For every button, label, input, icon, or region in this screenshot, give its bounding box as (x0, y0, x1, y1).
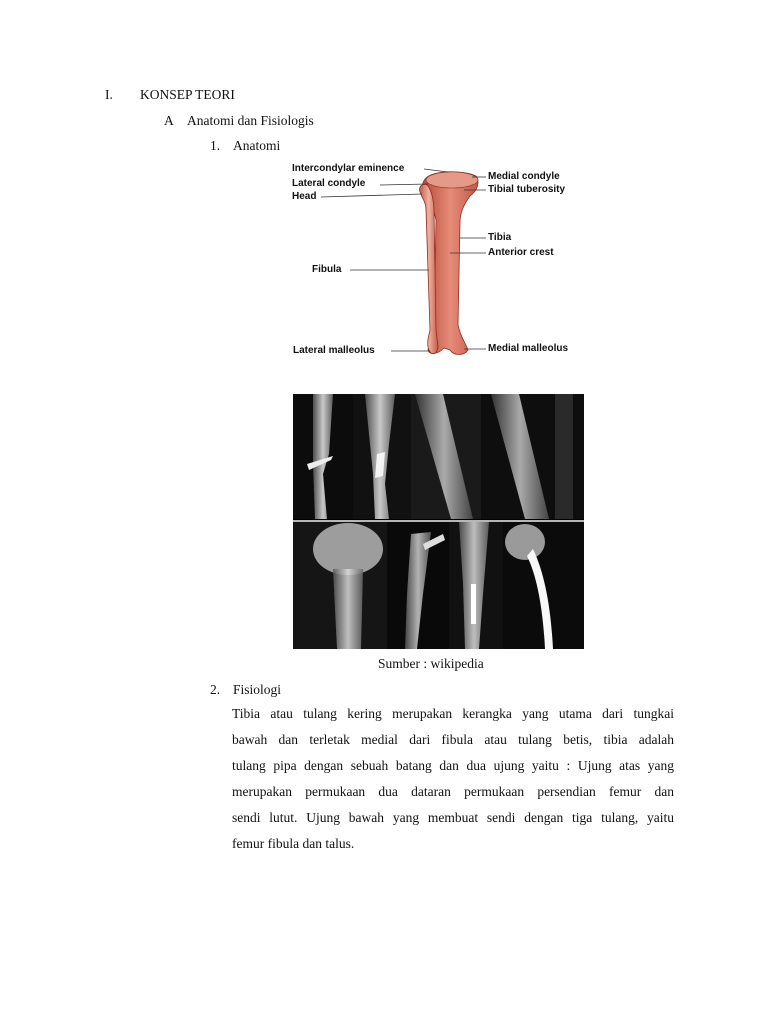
item2-number: 2. (210, 682, 221, 697)
xray-panel-3 (411, 394, 481, 519)
leader-head (321, 194, 422, 197)
leader-intercondylar (424, 169, 448, 172)
condyle-cap (426, 172, 478, 188)
xray-panel-6 (387, 522, 449, 649)
paragraph-line: Tibia atau tulang kering merupakan kerangka yang utama dari tungkai (232, 706, 674, 721)
label-lateral-malleolus: Lateral malleolus (293, 345, 375, 356)
item2-title: Fisiologi (233, 682, 282, 697)
label-medial-condyle: Medial condyle (488, 171, 560, 182)
xray-panel-2 (353, 394, 411, 519)
label-head: Head (292, 191, 317, 202)
figure-caption: Sumber : wikipedia (378, 656, 484, 671)
heading-number: I. (105, 87, 113, 102)
paragraph-line: merupakan permukaan dua dataran permukaan persendian femur dan (232, 784, 674, 799)
paragraph-line: bawah dan terletak medial dari fibula atau tulang betis, tibia adalah (232, 732, 674, 747)
xray-panel-5 (293, 522, 387, 649)
xray-collage (293, 394, 584, 649)
paragraph-line: tulang pipa dengan sebuah batang dan dua ujung yaitu : Ujung atas yang (232, 758, 674, 773)
xray-panel-1 (293, 394, 353, 519)
fisiologi-paragraph (232, 704, 674, 860)
label-tibial-tuberosity: Tibial tuberosity (488, 184, 566, 195)
subheading-title: Anatomi dan Fisiologis (187, 113, 314, 128)
subheading-letter: A (164, 113, 174, 128)
paragraph-line: femur fibula dan talus. (232, 836, 355, 851)
heading-title: KONSEP TEORI (140, 87, 235, 102)
xray-panel-8 (503, 522, 584, 649)
label-lateral-condyle: Lateral condyle (292, 178, 366, 189)
anatomy-figure (288, 160, 588, 365)
label-fibula: Fibula (312, 264, 342, 275)
label-medial-malleolus: Medial malleolus (488, 343, 569, 354)
paragraph-line: sendi lutut. Ujung bawah yang membuat sendi dengan tiga tulang, yaitu (232, 810, 674, 825)
label-anterior-crest: Anterior crest (488, 247, 554, 258)
xray-panel-4 (481, 394, 584, 519)
label-tibia: Tibia (488, 232, 512, 243)
item1-title: Anatomi (233, 138, 281, 153)
label-intercondylar: Intercondylar eminence (292, 163, 405, 174)
xray-panel-7 (449, 522, 503, 649)
leader-lateral-condyle (380, 184, 428, 185)
item1-number: 1. (210, 138, 221, 153)
